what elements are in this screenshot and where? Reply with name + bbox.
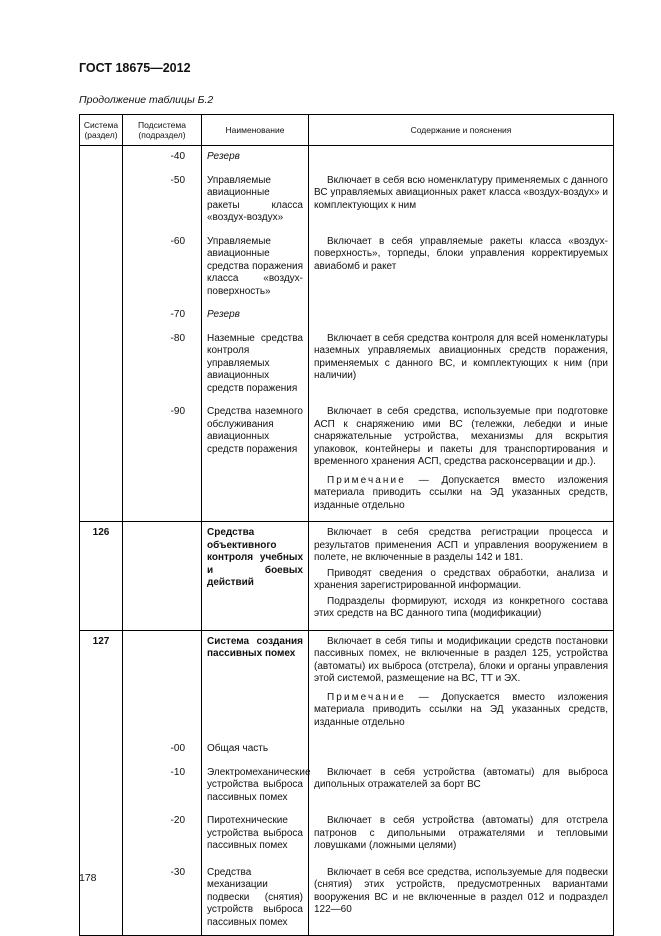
description-cell [309,762,614,811]
system-code-cell: 127 [80,630,123,738]
column-header-name: Наименование [202,115,309,146]
table-row [80,862,614,936]
description-cell [309,170,614,231]
document-header-title: ГОСТ 18675—2012 [79,61,191,75]
description-paragraph: Включает в себя типы и модификации средств постановки пассивных помех, не включенные в раздел 125, устройства (автоматы) их выброса (отстрела), блоки и органы управления этой системой, размещение на ВС, ТТ и ЭХ. [314,635,608,684]
note-paragraph [314,475,608,513]
name-cell: Управляемые авиационные средства поражения класса «воздух-поверхность» [202,231,309,305]
name-cell: Электромеханические устройства выброса пассивных помех [202,762,309,811]
description-cell [309,630,614,738]
table-row [80,762,614,811]
description-paragraph: Включает в себя всю номенклатуру применяемых с данного ВС управляемых авиационных ракет класса «воздух-воздух» и комплектующих к ним [314,174,608,211]
subsystem-code-cell: -50 [123,170,202,231]
subsystem-code-cell: -40 [123,146,202,170]
description-paragraph: Приводят сведения о средствах обработки, анализа и хранения зарегистрированной информации. [314,567,608,591]
name-cell: Система создания пассивных помех [202,630,309,738]
name-cell: Средства механизации подвески (снятия) устройств выброса пассивных помех [202,862,309,936]
note-label: Примечание [327,691,406,703]
system-code-cell [80,146,123,170]
table-header-row [80,115,614,146]
table-row [80,231,614,305]
description-cell [309,146,614,170]
subsystem-code-cell: -90 [123,401,202,522]
table-row [80,304,614,328]
table-row [80,401,614,522]
description-paragraph: Включает в себя средства, используемые при подготовке АСП к снаряжению ими ВС (тележки, лебедки и иные снаряжательные устройства, механизмы для вскрытия упаковок, контейнеры и пакеты для транспортирования и временного хранения АСП, средства расконсервации и др.). [314,406,608,467]
system-code-cell [80,401,123,522]
name-cell: Средства объективного контроля учебных и боевых действий [202,522,309,631]
description-paragraph: Включает в себя устройства (автоматы) для отстрела патронов с дипольными отражателями и тепловыми ловушками (ложными целями) [314,815,608,851]
column-header-subsystem: Подсистема (подраздел) [123,115,202,146]
note-label: Примечание [327,474,406,486]
system-code-cell [80,810,123,862]
name-cell: Резерв [202,146,309,170]
table-row [80,738,614,762]
system-code-cell: 126 [80,522,123,631]
subsystem-code-cell: -80 [123,328,202,402]
description-paragraph: Включает в себя устройства (автоматы) для выброса дипольных отражателей за борт ВС [314,766,608,790]
column-header-system: Система (раздел) [80,115,123,146]
system-code-cell [80,231,123,305]
table-row [80,328,614,402]
name-cell: Общая часть [202,738,309,762]
description-paragraph: Включает в себя все средства, используемые для подвески (снятия) этих устройств, предусмотренных вариантами вооружения ВС и не включенные в раздел 012 и подраздел 122—60 [314,866,608,915]
system-code-cell [80,304,123,328]
description-cell [309,231,614,305]
table-row [80,630,614,738]
description-paragraph: Включает в себя средства регистрации процесса и результатов применения АСП и управления вооружением в полете, не включенные в разделы 142 и 181. [314,527,608,563]
classification-table [79,114,614,936]
description-cell [309,328,614,402]
subsystem-code-cell [123,630,202,738]
system-code-cell [80,762,123,811]
description-cell [309,738,614,762]
table-body [80,146,614,936]
system-code-cell [80,170,123,231]
note-text: — Допускается вместо изложения материала приводить ссылки на ЭД указанных средств, изданные отдельно [314,691,608,728]
table-row [80,810,614,862]
table-row [80,146,614,170]
column-header-content: Содержание и пояснения [309,115,614,146]
name-cell: Наземные средства контроля управляемых авиационных средств поражения [202,328,309,402]
subsystem-code-cell: -00 [123,738,202,762]
description-cell [309,522,614,631]
description-cell [309,304,614,328]
description-cell [309,401,614,522]
name-cell: Средства наземного обслуживания авиационных средств поражения [202,401,309,522]
system-code-cell [80,328,123,402]
name-cell: Резерв [202,304,309,328]
description-cell [309,810,614,862]
description-paragraph: Включает в себя средства контроля для всей номенклатуры наземных управляемых авиационных средств поражения, применяемых с данного ВС, и комплектующих к ним (при наличии) [314,332,608,381]
name-cell: Пиротехнические устройства выброса пассивных помех [202,810,309,862]
subsystem-code-cell [123,522,202,631]
table-row [80,170,614,231]
subsystem-code-cell: -60 [123,231,202,305]
subsystem-code-cell: -30 [123,862,202,936]
page-number: 178 [79,872,97,884]
name-cell: Управляемые авиационные ракеты класса «воздух-воздух» [202,170,309,231]
subsystem-code-cell: -70 [123,304,202,328]
note-text: — Допускается вместо изложения материала приводить ссылки на ЭД указанных средств, изданные отдельно [314,474,608,511]
table-row [80,522,614,631]
description-paragraph: Подразделы формируют, исходя из конкретного состава этих средств на ВС данного типа (модификации) [314,595,608,619]
subsystem-code-cell: -10 [123,762,202,811]
table-caption: Продолжение таблицы Б.2 [79,94,214,106]
system-code-cell [80,738,123,762]
note-paragraph [314,692,608,730]
subsystem-code-cell: -20 [123,810,202,862]
description-paragraph: Включает в себя управляемые ракеты класса «воздух-поверхность», торпеды, блоки управления корректируемых авиабомб и ракет [314,235,608,272]
description-cell [309,862,614,936]
